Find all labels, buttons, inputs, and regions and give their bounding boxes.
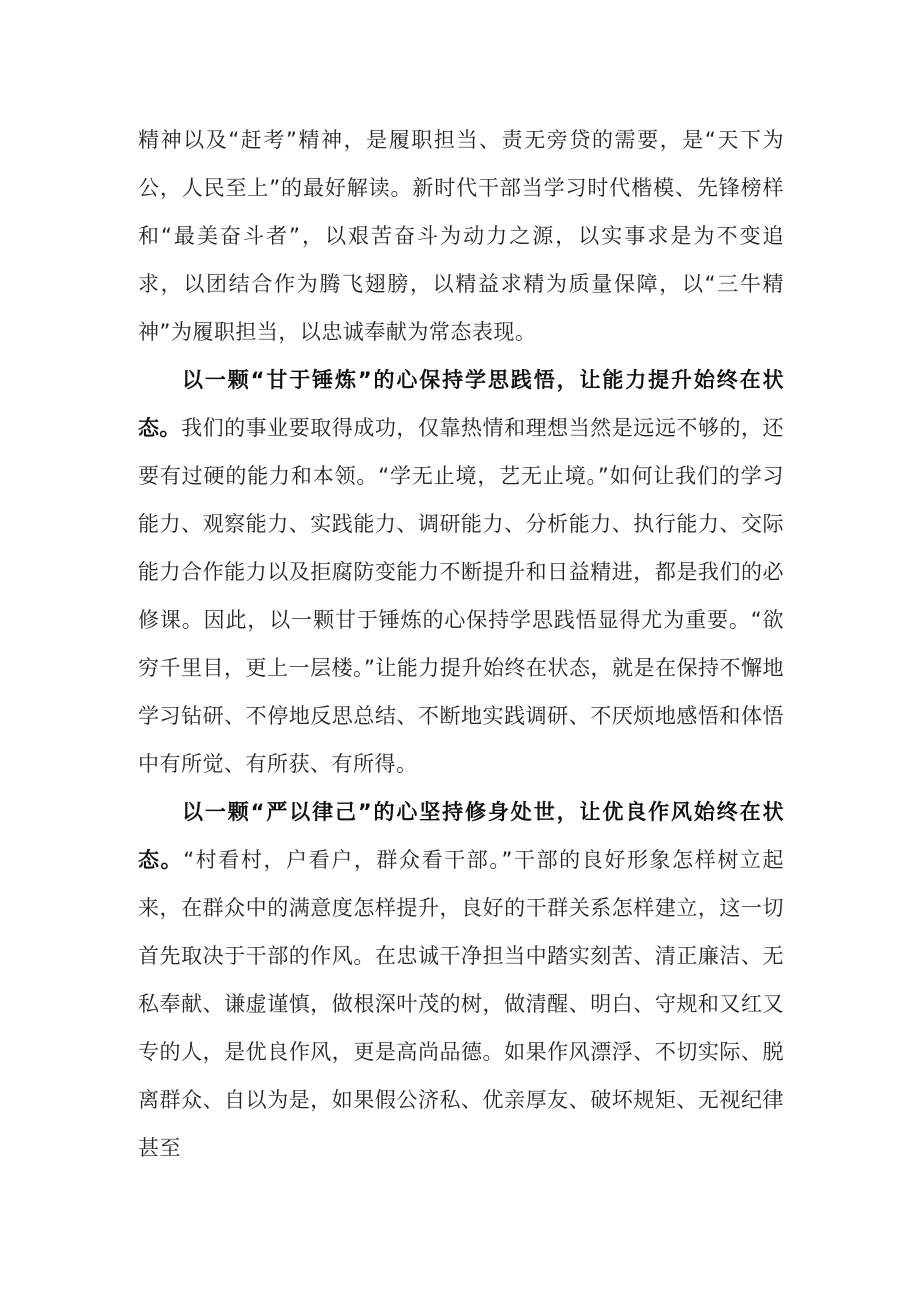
paragraph-2	[138, 356, 784, 788]
paragraph-2-heading: 以一颗“甘于锤炼”的心保持学思践悟，让能力提升始终在状态。	[138, 368, 784, 440]
paragraph-3-heading: 以一颗“严以律己”的心坚持修身处世，让优良作风始终在状态。	[138, 800, 784, 872]
paragraph-3	[138, 788, 784, 1172]
paragraph-1	[138, 116, 784, 356]
paragraph-3-text: “村看村，户看户，群众看干部。”干部的良好形象怎样树立起来，在群众中的满意度怎样提升，良好的干群关系怎样建立，这一切首先取决于干部的作风。在忠诚干净担当中踏实刻苦、清正廉洁、无私奉献、谦虚谨慎，做根深叶茂的树，做清醒、明白、守规和又红又专的人，是优良作风，更是高尚品德。如果作风漂浮、不切实际、脱离群众、自以为是，如果假公济私、优亲厚友、破坏规矩、无视纪律甚至	[138, 848, 785, 1160]
document-page	[138, 116, 784, 1172]
paragraph-2-text: 我们的事业要取得成功，仅靠热情和理想当然是远远不够的，还要有过硬的能力和本领。“学无止境，艺无止境。”如何让我们的学习能力、观察能力、实践能力、调研能力、分析能力、执行能力、交际能力合作能力以及拒腐防变能力不断提升和日益精进，都是我们的必修课。因此，以一颗甘于锤炼的心保持学思践悟显得尤为重要。“欲穷千里目，更上一层楼。”让能力提升始终在状态，就是在保持不懈地学习钻研、不停地反思总结、不断地实践调研、不厌烦地感悟和体悟中有所觉、有所获、有所得。	[138, 416, 785, 776]
paragraph-1-text: 精神以及“赶考”精神，是履职担当、责无旁贷的需要，是“天下为公，人民至上”的最好解读。新时代干部当学习时代楷模、先锋榜样和“最美奋斗者”，以艰苦奋斗为动力之源，以实事求是为不变追求，以团结合作为腾飞翅膀，以精益求精为质量保障，以“三牛精神”为履职担当，以忠诚奉献为常态表现。	[138, 128, 784, 344]
